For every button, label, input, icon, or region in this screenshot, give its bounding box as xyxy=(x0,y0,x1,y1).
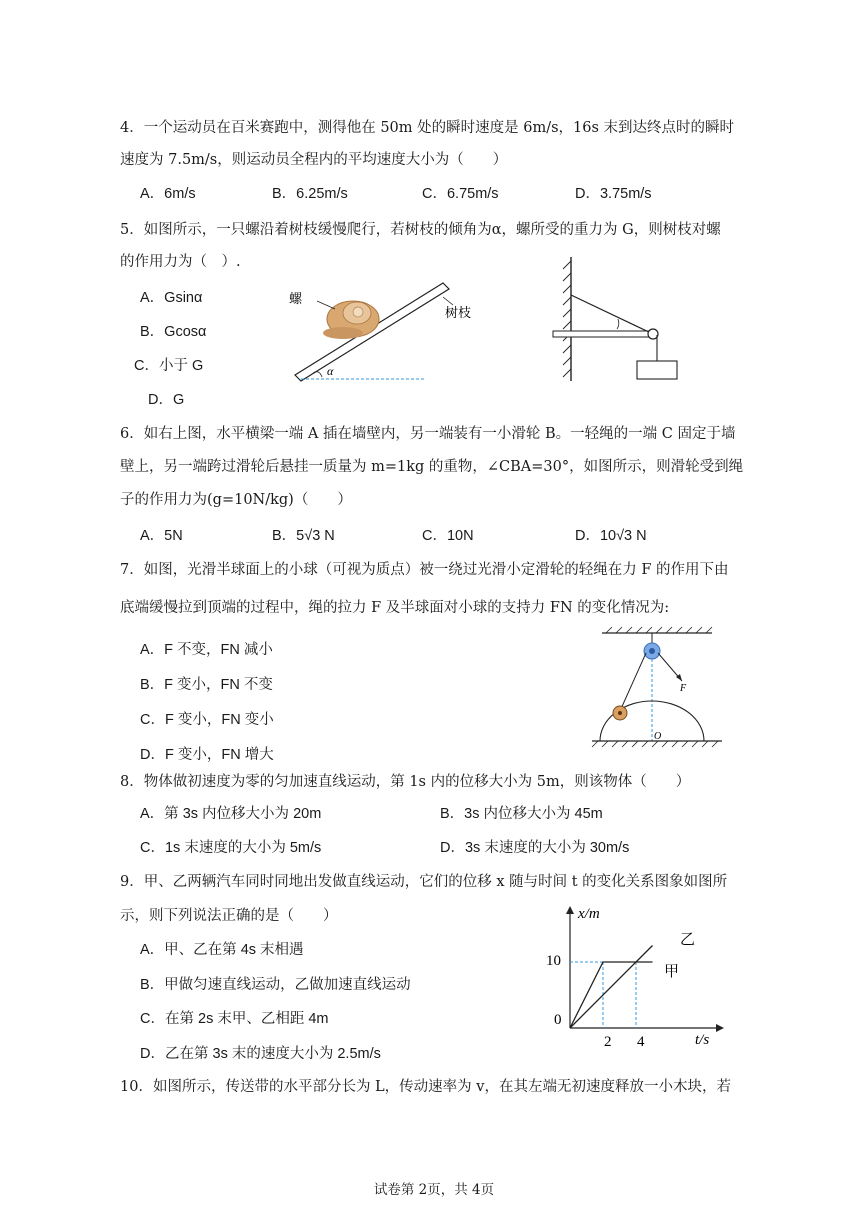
snail-branch-figure xyxy=(285,275,485,385)
q6-option-b: B．5√3 N xyxy=(272,528,335,544)
q6-option-c: C．10N xyxy=(422,528,474,544)
q8-option-d: D．3s 末速度的大小为 30m/s xyxy=(440,840,630,856)
q5-line-1: 5．如图所示，一只螺沿着树枝缓慢爬行，若树枝的倾角为α，螺所受的重力为 G，则树枝对螺 xyxy=(120,222,721,238)
q6-line-2: 壁上，另一端跨过滑轮后悬挂一质量为 m=1kg 的重物，∠CBA=30°，如图所示，则滑轮受到绳 xyxy=(120,459,744,475)
q9-option-d: D．乙在第 3s 末的速度大小为 2.5m/s xyxy=(140,1046,381,1062)
wall-pulley-figure xyxy=(545,255,685,385)
q5-option-a: A．Gsinα xyxy=(140,290,203,306)
q6-line-1: 6．如右上图，水平横梁一端 A 插在墙壁内，另一端装有一小滑轮 B。一轻绳的一端 C 固定于墙 xyxy=(120,426,736,442)
angle-label: α xyxy=(327,364,334,378)
series-line-jia xyxy=(570,962,653,1028)
q8-option-c: C．1s 末速度的大小为 5m/s xyxy=(140,840,322,856)
q4-line-1: 4．一个运动员在百米赛跑中，测得他在 50m 处的瞬时速度是 6m/s，16s 末到达终点时的瞬时 xyxy=(120,120,735,136)
x-axis-arrow xyxy=(716,1024,724,1032)
q8-line-1: 8．物体做初速度为零的匀加速直线运动，第 1s 内的位移大小为 5m，则该物体（ ） xyxy=(120,774,691,790)
q6-line-3: 子的作用力为(g=10N/kg)（ ） xyxy=(120,492,352,508)
q4-line-2: 速度为 7.5m/s，则运动员全程内的平均速度大小为（ ） xyxy=(120,152,508,168)
q5-option-b: B．Gcosα xyxy=(140,324,207,340)
branch-label: 树枝 xyxy=(445,305,472,320)
x-tick-2: 2 xyxy=(604,1034,612,1050)
q10-line-1: 10．如图所示，传送带的水平部分长为 L，传动速率为 v，在其左端无初速度释放一小木块，若 xyxy=(120,1079,731,1095)
y-axis-arrow xyxy=(566,906,574,914)
q7-option-a: A．F 不变，FN 减小 xyxy=(140,642,273,658)
origin-label: 0 xyxy=(554,1012,562,1028)
q9-option-b: B．甲做匀速直线运动，乙做加速直线运动 xyxy=(140,977,411,993)
q7-option-d: D．F 变小，FN 增大 xyxy=(140,747,274,763)
q4-option-a: A．6m/s xyxy=(140,186,196,202)
q8-option-a: A．第 3s 内位移大小为 20m xyxy=(140,806,322,822)
series-label-jia: 甲 xyxy=(664,964,680,980)
q5-option-d: D．G xyxy=(148,392,185,408)
q7-line-1: 7．如图，光滑半球面上的小球（可视为质点）被一绕过光滑小定滑轮的轻绳在力 F 的作用下由 xyxy=(120,562,729,578)
hemisphere-pulley-figure xyxy=(592,625,742,755)
q7-option-b: B．F 变小，FN 不变 xyxy=(140,677,273,693)
series-label-yi: 乙 xyxy=(680,932,696,948)
q9-option-c: C．在第 2s 末甲、乙相距 4m xyxy=(140,1011,329,1027)
center-o-label: O xyxy=(654,731,662,742)
xt-chart xyxy=(540,900,740,1050)
q4-option-b: B．6.25m/s xyxy=(272,186,348,202)
snail-label: 螺 xyxy=(289,291,303,306)
y-axis-label: x/m xyxy=(578,906,600,922)
page-footer: 试卷第 2页，共 4页 xyxy=(373,1182,495,1198)
x-axis-label: t/s xyxy=(695,1032,710,1048)
force-f-label: F xyxy=(680,683,687,694)
q8-option-b: B．3s 内位移大小为 45m xyxy=(440,806,603,822)
q9-line-1: 9．甲、乙两辆汽车同时同地出发做直线运动，它们的位移 x 随与时间 t 的变化关系图象如图所 xyxy=(120,874,728,890)
q5-line-2: 的作用力为（ ）. xyxy=(120,254,241,270)
y-tick-10: 10 xyxy=(546,953,561,969)
q5-option-c: C．小于 G xyxy=(134,358,204,374)
q6-option-a: A．5N xyxy=(140,528,183,544)
q6-option-d: D．10√3 N xyxy=(575,528,647,544)
q7-option-c: C．F 变小，FN 变小 xyxy=(140,712,274,728)
q9-option-a: A．甲、乙在第 4s 末相遇 xyxy=(140,942,304,958)
series-line-yi xyxy=(570,946,653,1029)
q4-option-c: C．6.75m/s xyxy=(422,186,499,202)
q9-line-2: 示，则下列说法正确的是（ ） xyxy=(120,908,338,924)
series-lines xyxy=(570,946,653,1029)
q4-option-d: D．3.75m/s xyxy=(575,186,652,202)
q7-line-2: 底端缓慢拉到顶端的过程中，绳的拉力 F 及半球面对小球的支持力 FN 的变化情况为: xyxy=(120,600,670,616)
x-tick-4: 4 xyxy=(637,1034,645,1050)
